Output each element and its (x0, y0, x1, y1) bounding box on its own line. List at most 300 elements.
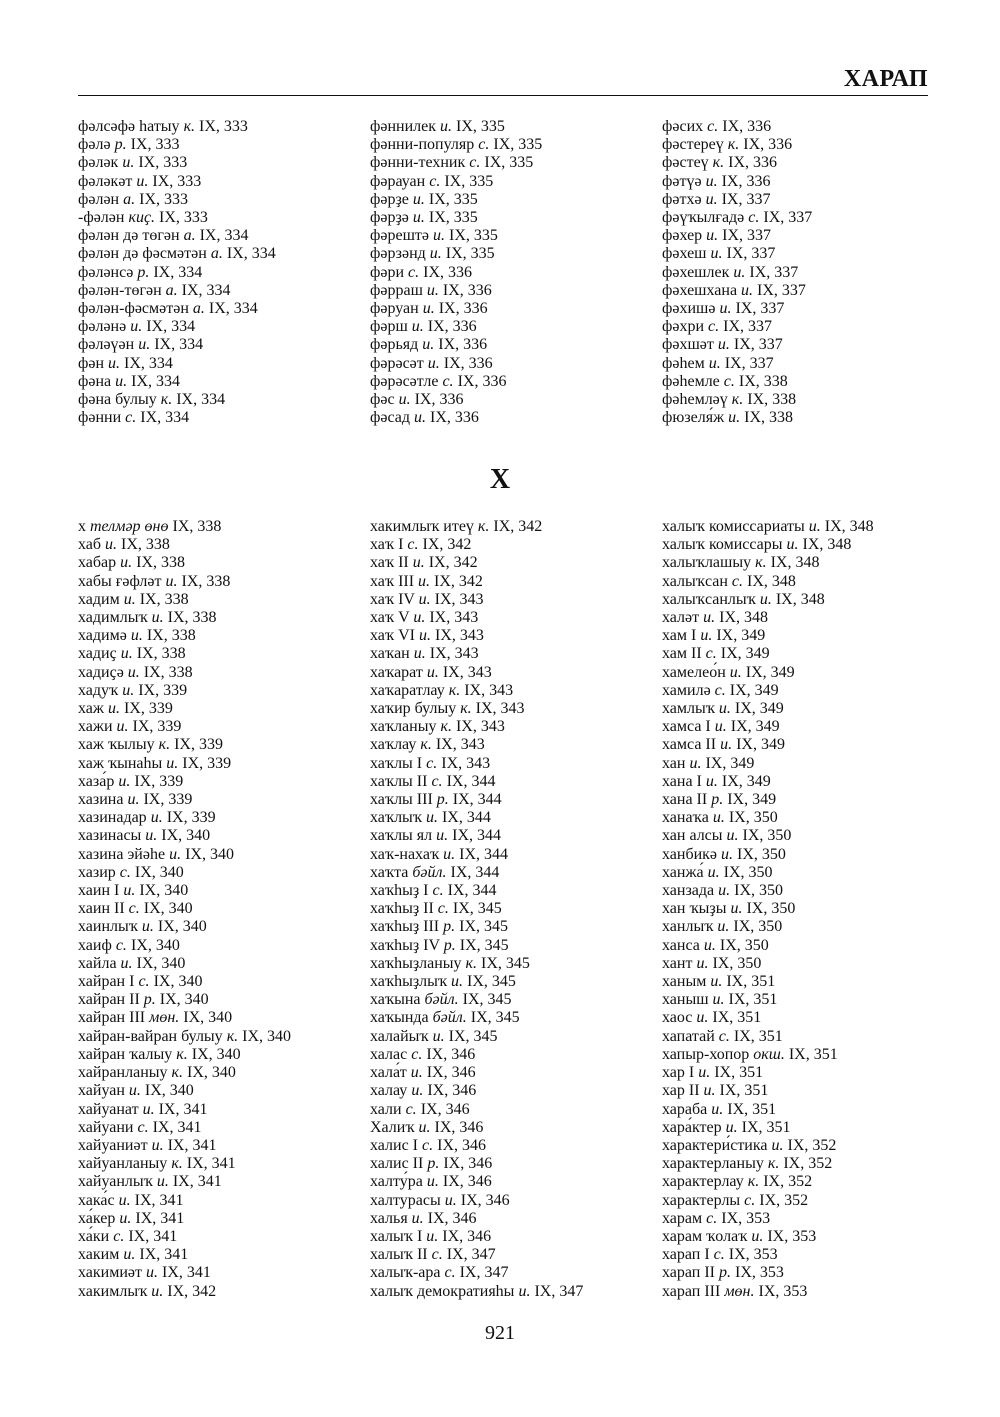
headword: хабар (78, 554, 117, 572)
part-of-speech: и. (418, 1118, 431, 1136)
headword: характерлы (662, 1191, 741, 1209)
part-of-speech: р. (114, 136, 127, 154)
headword: фәсих (662, 118, 704, 135)
volume-page-reference: IX, 344 (459, 845, 509, 863)
volume-page-reference: IX, 349 (705, 754, 755, 772)
part-of-speech: с. (125, 409, 137, 427)
volume-page-reference: IX, 335 (456, 118, 505, 135)
index-column (78, 518, 378, 1301)
index-column (662, 118, 962, 427)
volume-page-reference: IX, 345 (448, 1027, 498, 1045)
volume-page-reference: IX, 352 (783, 1155, 833, 1173)
headword: халау (370, 1082, 408, 1100)
headword: фәлән-фәсмәтән (78, 300, 189, 318)
index-entry (370, 773, 670, 791)
headword: хаҡан (370, 645, 410, 663)
headword: хаҡһыҙ II (370, 900, 434, 918)
part-of-speech: с. (405, 1100, 417, 1118)
part-of-speech: и. (710, 973, 723, 991)
index-column (78, 118, 378, 427)
index-entry (662, 554, 962, 572)
index-entry (662, 1173, 962, 1191)
headword: фәүҡылғадә (662, 209, 745, 227)
index-entry (78, 118, 378, 136)
part-of-speech: и. (726, 827, 739, 845)
headword: ха́ки (78, 1227, 110, 1245)
part-of-speech: р. (711, 791, 724, 809)
part-of-speech: р. (427, 1155, 440, 1173)
volume-page-reference: IX, 340 (144, 1082, 194, 1100)
index-entry (78, 937, 378, 955)
part-of-speech: и. (412, 190, 425, 208)
index-entry (370, 955, 670, 973)
volume-page-reference: IX, 338 (146, 627, 196, 645)
volume-page-reference: IX, 337 (763, 209, 813, 227)
index-entry (662, 1246, 962, 1264)
part-of-speech: с. (723, 372, 735, 390)
index-entry (78, 773, 378, 791)
headword: хадим (78, 590, 120, 608)
volume-page-reference: IX, 340 (139, 882, 189, 900)
volume-page-reference: IX, 340 (153, 973, 203, 991)
volume-page-reference: IX, 340 (159, 991, 209, 1009)
headword: х (78, 518, 86, 535)
part-of-speech: и. (706, 227, 719, 245)
part-of-speech: и. (703, 609, 716, 627)
volume-page-reference: IX, 351 (719, 1082, 769, 1100)
volume-page-reference: IX, 338 (172, 518, 222, 535)
volume-page-reference: IX, 344 (447, 882, 497, 900)
volume-page-reference: IX, 334 (153, 263, 203, 281)
header-rule (78, 95, 928, 96)
headword: фәруан (370, 300, 419, 318)
index-entry (78, 791, 378, 809)
headword: хаким (78, 1246, 120, 1264)
part-of-speech: и. (718, 700, 731, 718)
volume-page-reference: IX, 344 (446, 772, 496, 790)
part-of-speech: и. (142, 1100, 155, 1118)
index-entry (370, 700, 670, 718)
index-entry (662, 118, 962, 136)
index-entry (662, 1028, 962, 1046)
volume-page-reference: IX, 340 (187, 1064, 236, 1082)
headword: хар I (662, 1064, 695, 1082)
volume-page-reference: IX, 338 (181, 572, 231, 590)
headword: фәхеш (662, 245, 707, 263)
headword: хала́т (370, 1064, 407, 1082)
part-of-speech: с. (422, 1136, 434, 1154)
index-entry (662, 627, 962, 645)
index-entry (662, 264, 962, 282)
headword: халыҡ I (370, 1227, 423, 1245)
part-of-speech: к. (183, 118, 196, 135)
part-of-speech: и. (410, 1064, 423, 1082)
volume-page-reference: IX, 340 (161, 827, 211, 845)
part-of-speech: и. (398, 391, 411, 409)
index-entry (370, 791, 670, 809)
headword: хаж (78, 700, 104, 718)
index-entry (78, 1082, 378, 1100)
headword: хам II (662, 645, 702, 663)
volume-page-reference: IX, 343 (429, 645, 479, 663)
index-entry (370, 827, 670, 845)
headword: харап III (662, 1282, 721, 1300)
index-entry (78, 864, 378, 882)
part-of-speech: и. (425, 809, 438, 827)
index-entry (662, 1082, 962, 1100)
volume-page-reference: IX, 346 (426, 1045, 476, 1063)
index-entry (78, 1246, 378, 1264)
index-entry (370, 718, 670, 736)
part-of-speech: а. (183, 227, 196, 245)
volume-page-reference: IX, 336 (427, 318, 477, 336)
index-entry (662, 1192, 962, 1210)
part-of-speech: к. (171, 1064, 183, 1082)
index-entry (78, 227, 378, 245)
index-entry (370, 1155, 670, 1173)
volume-page-reference: IX, 350 (723, 863, 773, 881)
volume-page-reference: IX, 339 (123, 700, 173, 718)
part-of-speech: к. (477, 518, 490, 535)
part-of-speech: а. (165, 281, 178, 299)
index-entry (662, 827, 962, 845)
index-entry (662, 773, 962, 791)
index-entry (78, 536, 378, 554)
part-of-speech: бәйл. (412, 863, 447, 881)
running-head: ХАРАП (843, 66, 928, 92)
part-of-speech: и. (156, 1173, 169, 1191)
volume-page-reference: IX, 335 (484, 154, 534, 172)
volume-page-reference: IX, 341 (172, 1173, 222, 1191)
headword: фәхшәт (662, 336, 714, 354)
headword: хаҡ VI (370, 627, 415, 645)
volume-page-reference: IX, 336 (414, 391, 464, 409)
volume-page-reference: IX, 336 (728, 154, 778, 172)
part-of-speech: и. (120, 645, 133, 663)
index-entry (370, 645, 670, 663)
volume-page-reference: IX, 341 (139, 1246, 189, 1264)
index-entry (78, 736, 378, 754)
part-of-speech: и. (443, 845, 456, 863)
headword: фәлән дә фәсмәтән (78, 245, 207, 263)
volume-page-reference: IX, 346 (427, 1209, 477, 1227)
index-entry (78, 1228, 378, 1246)
part-of-speech: и. (786, 536, 799, 554)
part-of-speech: и. (422, 336, 435, 354)
volume-page-reference: IX, 345 (470, 1009, 520, 1027)
index-entry (78, 318, 378, 336)
volume-page-reference: IX, 338 (167, 609, 217, 627)
headword: хара́ктер (662, 1118, 722, 1136)
headword: фәрш (370, 318, 408, 336)
index-entry (370, 136, 670, 154)
volume-page-reference: IX, 350 (719, 936, 769, 954)
part-of-speech: с. (714, 681, 726, 699)
index-entry (370, 882, 670, 900)
headword: хадиҫ (78, 645, 117, 663)
index-entry (78, 1173, 378, 1191)
volume-page-reference: IX, 338 (121, 536, 170, 554)
volume-page-reference: IX, 341 (158, 1100, 208, 1118)
index-entry (78, 573, 378, 591)
index-entry (78, 154, 378, 172)
volume-page-reference: IX, 340 (136, 954, 186, 972)
headword: фәлән-төгән (78, 281, 162, 299)
index-entry (662, 1009, 962, 1027)
part-of-speech: и. (418, 627, 431, 645)
headword: хазина эйәһе (78, 845, 166, 863)
index-entry (78, 991, 378, 1009)
headword: халыҡ II (370, 1246, 428, 1264)
part-of-speech: и. (412, 209, 425, 227)
headword: фәрраш (370, 281, 423, 299)
part-of-speech: с. (748, 209, 760, 227)
index-entry (662, 937, 962, 955)
headword: хайран III (78, 1009, 146, 1027)
part-of-speech: и. (107, 700, 120, 718)
index-entry (662, 1228, 962, 1246)
volume-page-reference: IX, 334 (124, 354, 173, 372)
volume-page-reference: IX, 340 (134, 863, 184, 881)
headword: хаҡир булыу (370, 700, 457, 718)
index-entry (78, 554, 378, 572)
headword: халыҡлашыу (662, 554, 752, 572)
volume-page-reference: IX, 350 (734, 882, 784, 900)
volume-page-reference: IX, 351 (733, 1027, 783, 1045)
headword: хабы ғәфләт (78, 572, 162, 590)
index-entry (78, 609, 378, 627)
volume-page-reference: IX, 341 (186, 1155, 236, 1173)
part-of-speech: мөн. (149, 1009, 180, 1027)
headword: хаҡта (370, 863, 409, 881)
index-entry (662, 191, 962, 209)
part-of-speech: и. (432, 1027, 445, 1045)
index-entry (78, 664, 378, 682)
volume-page-reference: IX, 337 (726, 245, 776, 263)
index-entry (662, 645, 962, 663)
index-entry (78, 882, 378, 900)
index-entry (78, 1264, 378, 1282)
index-entry (370, 1228, 670, 1246)
headword: ханаҡа (662, 809, 709, 827)
index-entry (78, 1009, 378, 1027)
volume-page-reference: IX, 351 (727, 1100, 777, 1118)
index-entry (370, 355, 670, 373)
part-of-speech: к. (465, 954, 478, 972)
part-of-speech: и. (136, 172, 149, 190)
volume-page-reference: IX, 334 (208, 300, 258, 318)
index-entry (370, 1192, 670, 1210)
part-of-speech: к. (448, 681, 461, 699)
volume-page-reference: IX, 337 (733, 336, 783, 354)
part-of-speech: с. (431, 1246, 443, 1264)
headword: хаҡына (370, 991, 421, 1009)
volume-page-reference: IX, 334 (140, 409, 190, 427)
index-entry (78, 1046, 378, 1064)
volume-page-reference: IX, 336 (443, 354, 493, 372)
index-entry (78, 136, 378, 154)
headword: хараба (662, 1100, 708, 1118)
index-entry (662, 918, 962, 936)
headword: халыҡ демократияһы (370, 1282, 515, 1300)
index-entry (370, 264, 670, 282)
index-entry (78, 918, 378, 936)
headword: хапыр-хопор (662, 1045, 750, 1063)
volume-page-reference: IX, 344 (441, 809, 491, 827)
part-of-speech: с. (426, 754, 438, 772)
index-entry (662, 245, 962, 263)
volume-page-reference: IX, 344 (452, 791, 502, 809)
headword: хаҡлау (370, 736, 417, 754)
headword: фәхешлек (662, 263, 730, 281)
part-of-speech: и. (426, 1173, 439, 1191)
index-entry (662, 700, 962, 718)
headword: хаҡ V (370, 609, 410, 627)
part-of-speech: к. (747, 1173, 760, 1191)
part-of-speech: с. (113, 1227, 125, 1245)
part-of-speech: а. (123, 190, 136, 208)
part-of-speech: и. (422, 300, 435, 318)
part-of-speech: и. (118, 1191, 131, 1209)
volume-page-reference: IX, 348 (770, 554, 820, 572)
headword: хамлыҡ (662, 700, 715, 718)
index-entry (370, 609, 670, 627)
index-entry (370, 173, 670, 191)
index-entry (662, 682, 962, 700)
part-of-speech: и. (708, 354, 721, 372)
part-of-speech: и. (720, 736, 733, 754)
headword: фәһемләү (662, 391, 728, 409)
headword: фәрҙе (370, 190, 409, 208)
part-of-speech: и. (689, 754, 702, 772)
volume-page-reference: IX, 350 (746, 900, 796, 918)
headword: фәләнә (78, 318, 127, 336)
index-entry (662, 736, 962, 754)
headword: хаж ҡынаһы (78, 754, 163, 772)
part-of-speech: и. (414, 409, 427, 427)
index-entry (78, 355, 378, 373)
headword: хаинлыҡ (78, 918, 138, 936)
headword: халас (370, 1045, 408, 1063)
headword: харам ҡолаҡ (662, 1227, 748, 1245)
part-of-speech: и. (427, 354, 440, 372)
index-entry (78, 1101, 378, 1119)
headword: фәһемле (662, 372, 720, 390)
headword: фәрҙә (370, 209, 409, 227)
headword: фәстеү (662, 154, 709, 172)
headword: хаза́р (78, 772, 115, 790)
index-entry (662, 1046, 962, 1064)
headword: хайуанат (78, 1100, 139, 1118)
index-entry (662, 282, 962, 300)
index-entry (370, 755, 670, 773)
volume-page-reference: IX, 342 (422, 536, 472, 554)
volume-page-reference: IX, 343 (455, 718, 505, 736)
index-entry (370, 318, 670, 336)
volume-page-reference: IX, 338 (136, 645, 186, 663)
part-of-speech: и. (418, 590, 431, 608)
headword: харап I (662, 1246, 710, 1264)
headword: харам (662, 1209, 703, 1227)
headword: фәна (78, 372, 112, 390)
volume-page-reference: IX, 351 (714, 1064, 764, 1082)
part-of-speech: с. (429, 172, 441, 190)
part-of-speech: и. (705, 772, 718, 790)
headword: фәнни-техник (370, 154, 466, 172)
volume-page-reference: IX, 353 (735, 1264, 784, 1282)
index-entry (78, 827, 378, 845)
headword: хайран II (78, 991, 140, 1009)
headword: хайуан (78, 1082, 125, 1100)
part-of-speech: и. (151, 1282, 164, 1300)
part-of-speech: и. (141, 918, 154, 936)
index-entry (370, 991, 670, 1009)
index-entry (370, 118, 670, 136)
volume-page-reference: IX, 342 (434, 572, 483, 590)
volume-page-reference: IX, 341 (128, 1227, 178, 1245)
volume-page-reference: IX, 347 (534, 1282, 584, 1300)
volume-page-reference: IX, 342 (167, 1282, 217, 1300)
index-column (662, 518, 962, 1301)
headword: фәлән (78, 190, 120, 208)
volume-page-reference: IX, 344 (450, 863, 500, 881)
part-of-speech: и. (118, 772, 131, 790)
part-of-speech: с. (432, 882, 444, 900)
headword: фәстереү (662, 136, 724, 154)
headword: хаҡарат (370, 663, 423, 681)
volume-page-reference: IX, 334 (131, 372, 181, 390)
headword: фәсад (370, 409, 411, 427)
volume-page-reference: IX, 346 (443, 1155, 493, 1173)
headword: хаин I (78, 882, 120, 900)
volume-page-reference: IX, 335 (428, 190, 478, 208)
headword: хаб (78, 536, 102, 554)
part-of-speech: с. (411, 1045, 423, 1063)
headword: хака́с (78, 1191, 115, 1209)
volume-page-reference: IX, 341 (167, 1136, 217, 1154)
index-entry (662, 355, 962, 373)
index-entry (370, 373, 670, 391)
part-of-speech: и. (412, 554, 425, 572)
volume-page-reference: IX, 353 (728, 1246, 778, 1264)
volume-page-reference: IX, 340 (157, 918, 207, 936)
headword: хаҡаратлау (370, 681, 445, 699)
part-of-speech: и. (426, 281, 439, 299)
volume-page-reference: IX, 346 (427, 1082, 477, 1100)
headword: фәхешхана (662, 281, 738, 299)
index-entry (370, 1009, 670, 1027)
part-of-speech: и. (429, 245, 442, 263)
headword: характери́стика (662, 1136, 768, 1154)
headword: халыҡ комиссариаты (662, 518, 805, 535)
part-of-speech: и. (123, 1246, 136, 1264)
headword: хаҡлыҡ (370, 809, 422, 827)
volume-page-reference: IX, 343 (429, 609, 479, 627)
headword: фәхри (662, 318, 705, 336)
part-of-speech: телмәр өнө (90, 518, 169, 535)
headword: хазинадар (78, 809, 147, 827)
headword: фәһем (662, 354, 705, 372)
headword: хайранланыу (78, 1064, 168, 1082)
index-entry (370, 336, 670, 354)
index-entry (370, 1210, 670, 1228)
part-of-speech: и. (717, 336, 730, 354)
volume-page-reference: IX, 334 (154, 336, 204, 354)
headword: хаиф (78, 936, 112, 954)
volume-page-reference: IX, 346 (437, 1136, 487, 1154)
headword: хакимлыҡ (78, 1282, 148, 1300)
index-entry (78, 1155, 378, 1173)
